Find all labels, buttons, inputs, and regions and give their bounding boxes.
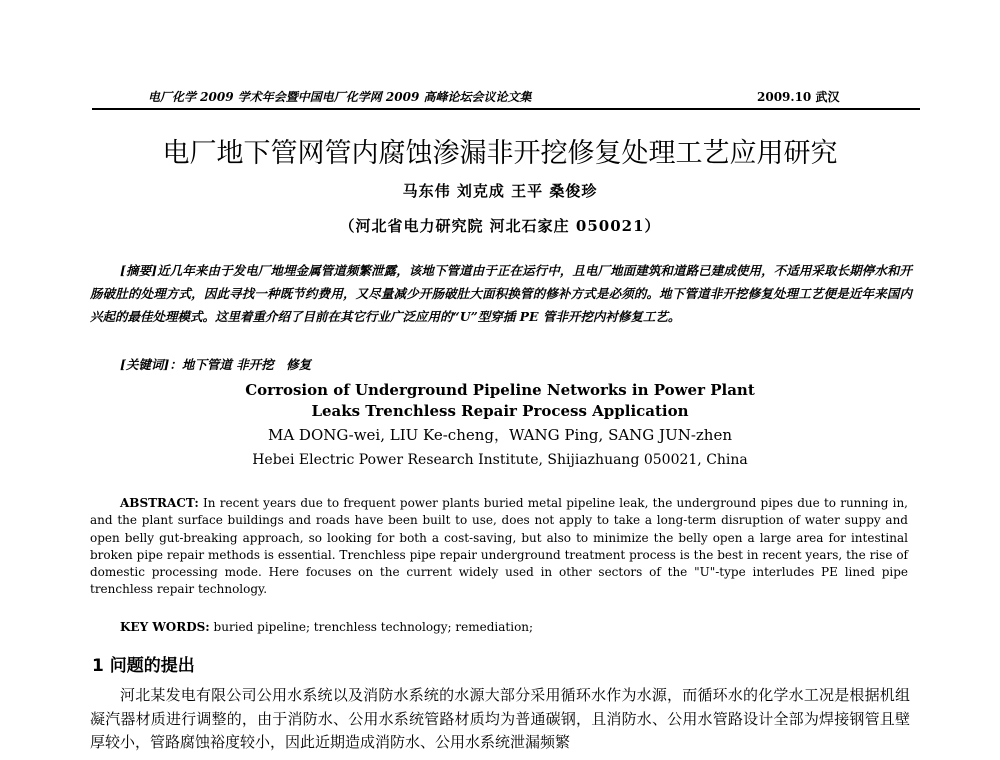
header-rule bbox=[92, 108, 920, 110]
abstract-chinese: [摘要]近几年来由于发电厂地埋金属管道频繁泄露，该地下管道由于正在运行中，且电厂地面建筑和道路已建成使用，不适用采取长期停水和开肠破肚的处理方式，因此寻找一种既节约费用，又尽量减少开肠破肚大面积换管的修补方式是必须的。地下管道非开挖修复处理工艺便是近年来国内兴起的最佳处理模式。这里着重介绍了目前在其它行业广泛应用的“U”型穿插 PE 管非开挖内衬修复工艺。 bbox=[90, 263, 912, 324]
section-1-heading: 1 问题的提出 bbox=[92, 656, 195, 676]
title-english-line-1: Corrosion of Underground Pipeline Networks in Power Plant bbox=[245, 381, 755, 399]
authors-english: MA DONG-wei, LIU Ke-cheng，WANG Ping, SANG JUN-zhen bbox=[267, 426, 733, 444]
title-english-line-2: Leaks Trenchless Repair Process Application bbox=[311, 402, 689, 420]
keywords-english-text: buried pipeline; trenchless technology; remediation; bbox=[209, 620, 534, 634]
abstract-english-text: In recent years due to frequent power plants buried metal pipeline leak, the underground pipes due to running in, and the plant surface buildings and roads have been built to use, does not apply to take a long-term disruption of water suppy and open belly gut-breaking approach, so looking for both a cost-saving, but also to minimize the belly open a large area for intestinal broken pipe repair methods is essential. Trenchless pipe repair underground treatment process is the best in recent years, the rise of domestic processing mode. Here focuses on the current widely used in other sectors of the "U"-type interludes PE lined pipe trenchless repair technology. bbox=[90, 496, 908, 597]
running-header-proceedings: 电厂化学 2009 学术年会暨中国电厂化学网 2009 高峰论坛会议论文集 bbox=[148, 90, 532, 104]
paper-title-chinese: 电厂地下管网管内腐蚀渗漏非开挖修复处理工艺应用研究 bbox=[162, 138, 838, 169]
paper-title-english bbox=[0, 380, 1000, 422]
section-1-body: 河北某发电有限公司公用水系统以及消防水系统的水源大部分采用循环水作为水源，而循环水的化学水工况是根据机组凝汽器材质进行调整的，由于消防水、公用水系统管路材质均为普通碳钢，且消防水、公用水管路设计全部为焊接钢管且壁厚较小，管路腐蚀裕度较小，因此近期造成消防水、公用水系统泄漏频繁 bbox=[90, 686, 910, 751]
keywords-english bbox=[120, 620, 533, 634]
affiliation-chinese: （河北省电力研究院 河北石家庄 050021） bbox=[339, 217, 661, 235]
keywords-chinese: [关键词]：地下管道 非开挖 修复 bbox=[120, 357, 312, 372]
affiliation-english: Hebei Electric Power Research Institute, Shijiazhuang 050021, China bbox=[252, 452, 748, 468]
abstract-english bbox=[90, 495, 908, 599]
authors-chinese: 马东伟 刘克成 王平 桑俊珍 bbox=[402, 182, 598, 200]
keywords-english-label: KEY WORDS: bbox=[120, 620, 210, 634]
abstract-english-label: ABSTRACT: bbox=[120, 496, 199, 510]
running-header-date-location: 2009.10 武汉 bbox=[757, 90, 840, 104]
